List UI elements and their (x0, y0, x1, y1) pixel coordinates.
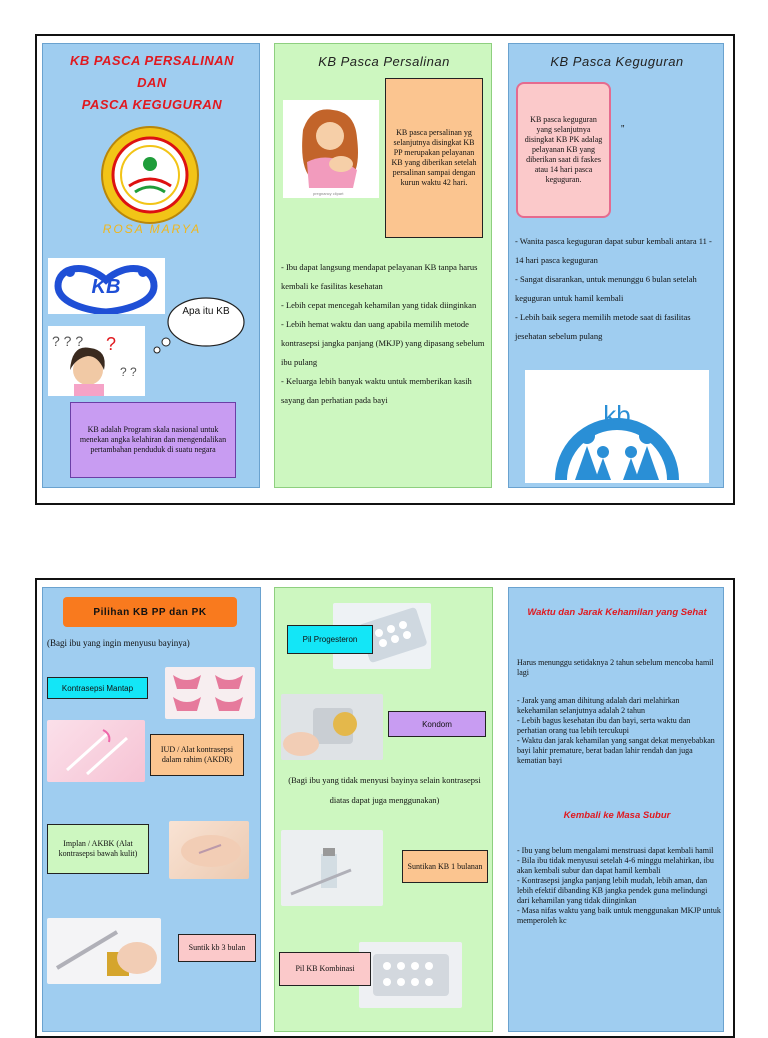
svg-text:?: ? (106, 334, 117, 354)
options-banner: Pilihan KB PP dan PK (63, 597, 237, 627)
thinking-girl-image (48, 326, 145, 396)
panel-pilihan-kb-2 (274, 587, 493, 1032)
panel-waktu-jarak (508, 587, 724, 1032)
bubble-text: Apa itu KB (182, 306, 230, 317)
list-item: - Lebih hemat waktu dan uang apabila memilih metode kontrasepsi jangka panjang (MKJP) yang dipasang sebelum ibu pulang (281, 319, 485, 367)
list-item: - Ibu yang belum mengalami menstruasi dapat kembali hamil (517, 846, 714, 855)
list-item: - Lebih bagus kesehatan ibu dan bayi, serta waktu dan perhatian orang tua lebih tercukupi (517, 716, 691, 735)
list-item: - Jarak yang aman dihitung adalah dari melahirkan kekehamilan selanjutnya adalah 2 tahun (517, 696, 680, 715)
thought-bubble (148, 292, 248, 358)
injection-vial-image (281, 830, 383, 906)
option-implan: Implan / AKBK (Alat kontrasepsi bawah kulit) (47, 824, 149, 874)
heading-waktu-jarak: Waktu dan Jarak Kehamilan yang Sehat (527, 607, 707, 618)
panel-cover (42, 43, 260, 488)
kb-heart-logo: KB (48, 258, 165, 314)
kb-pk-definition-box: KB pasca keguguran yang selanjutnya disingkat KB PK adalag pelayanan KB yang diberikan saat di faskes atau 14 hari pasca keguguran. (516, 82, 611, 218)
kb-pp-definition-box: KB pasca persalinan yg selanjutnya disingkat KB PP merupakan pelayanan KB yang diberikan setelah persalinan sampai dengan kurun waktu 42 hari. (385, 78, 483, 238)
svg-text:? ?: ? ? (120, 365, 137, 379)
intro-text: (Bagi ibu yang ingin menyusu bayinya) (47, 638, 190, 648)
cover-title: KB PASCA PERSALINAN DAN PASCA KEGUGURAN (69, 53, 235, 112)
list-item: - Waktu dan jarak kehamilan yang sangat dekat menyebabkan bayi lahir premature, berat badan lahir rendah dan juga kematian bayi (517, 736, 715, 765)
svg-text:? ? ?: ? ? ? (52, 333, 84, 349)
mother-baby-image (283, 100, 379, 198)
list-item: - Bila ibu tidak menyusui setelah 4-6 minggu melahirkan, ibu akan kembali subur dan dapat hamil kembali (517, 856, 714, 875)
institution-seal-icon (99, 124, 201, 226)
list-item: - Lebih baik segera memilih metode saat di fasilitas jesehatan sebelum pulang (515, 312, 691, 341)
combined-pill-image (359, 942, 462, 1008)
option-kontrasepsi-mantap: Kontrasepsi Mantap (47, 677, 148, 699)
heading-masa-subur: Kembali ke Masa Subur (563, 810, 671, 821)
list-item: - Ibu dapat langsung mendapat pelayanan KB tanpa harus kembali ke fasilitas kesehatan (281, 262, 478, 291)
option-pil-progesteron: Pil Progesteron (287, 625, 373, 654)
svg-text:pregnancy clipart: pregnancy clipart (313, 191, 344, 196)
option-iud: IUD / Alat kontrasepsi dalam rahim (AKDR) (150, 734, 244, 776)
section-title: KB Pasca Keguguran (550, 54, 684, 69)
para-menunggu: Harus menunggu setidaknya 2 tahun sebelum mencoba hamil lagi (517, 658, 714, 677)
author-name: ROSA MARYA (102, 222, 202, 236)
option-suntikan-1-bulanan: Suntikan KB 1 bulanan (402, 850, 488, 883)
panel-kb-pasca-keguguran (508, 43, 724, 488)
kb-definition-box: KB adalah Program skala nasional untuk menekan angka kelahiran dan mengendalikan pertambahan penduduk di suatu negara (70, 402, 236, 478)
option-kondom: Kondom (388, 711, 486, 737)
uterus-diagram-image (165, 667, 255, 719)
panel-kb-pasca-persalinan (274, 43, 492, 488)
list-item: - Sangat disarankan, untuk menunggu 6 bulan setelah keguguran untuk hamil kembali (515, 274, 697, 303)
implant-arm-image (169, 821, 249, 879)
list-item: - Wanita pasca keguguran dapat subur kembali antara 11 - 14 hari pasca keguguran (515, 236, 712, 265)
option-pil-kb-kombinasi: Pil KB Kombinasi (279, 952, 371, 986)
list-item: - Masa nifas waktu yang baik untuk menggunakan MKJP untuk memperoleh kc (517, 906, 721, 925)
list-item: - Kontrasepsi jangka panjang lebih mudah, lebih aman, dan lebih efektif dibanding KB jangka pendek guna melindungi dari kehamilan yang tidak diinginkan (517, 876, 708, 905)
non-breastfeeding-note: (Bagi ibu yang tidak menyusi bayinya selain kontrasepsi diatas dapat juga menggunakan) (288, 775, 481, 805)
fertility-list (517, 846, 721, 926)
section-title: KB Pasca Persalinan (318, 54, 450, 69)
panel-pilihan-kb (42, 587, 261, 1032)
iud-device-image (47, 720, 145, 782)
kb-pk-points-list (515, 232, 721, 346)
quote-mark: '' (621, 124, 625, 135)
option-suntik-3-bulan: Suntik kb 3 bulan (178, 934, 256, 962)
condom-image (281, 694, 383, 760)
kb-family-logo: kb (525, 370, 709, 483)
spacing-list (517, 696, 721, 766)
injection-image (47, 918, 161, 984)
list-item: - Keluarga lebih banyak waktu untuk memberikan kasih sayang dan perhatian pada bayi (281, 376, 472, 405)
kb-pp-benefits-list (281, 258, 489, 410)
list-item: - Lebih cepat mencegah kehamilan yang tidak diinginkan (281, 300, 477, 310)
